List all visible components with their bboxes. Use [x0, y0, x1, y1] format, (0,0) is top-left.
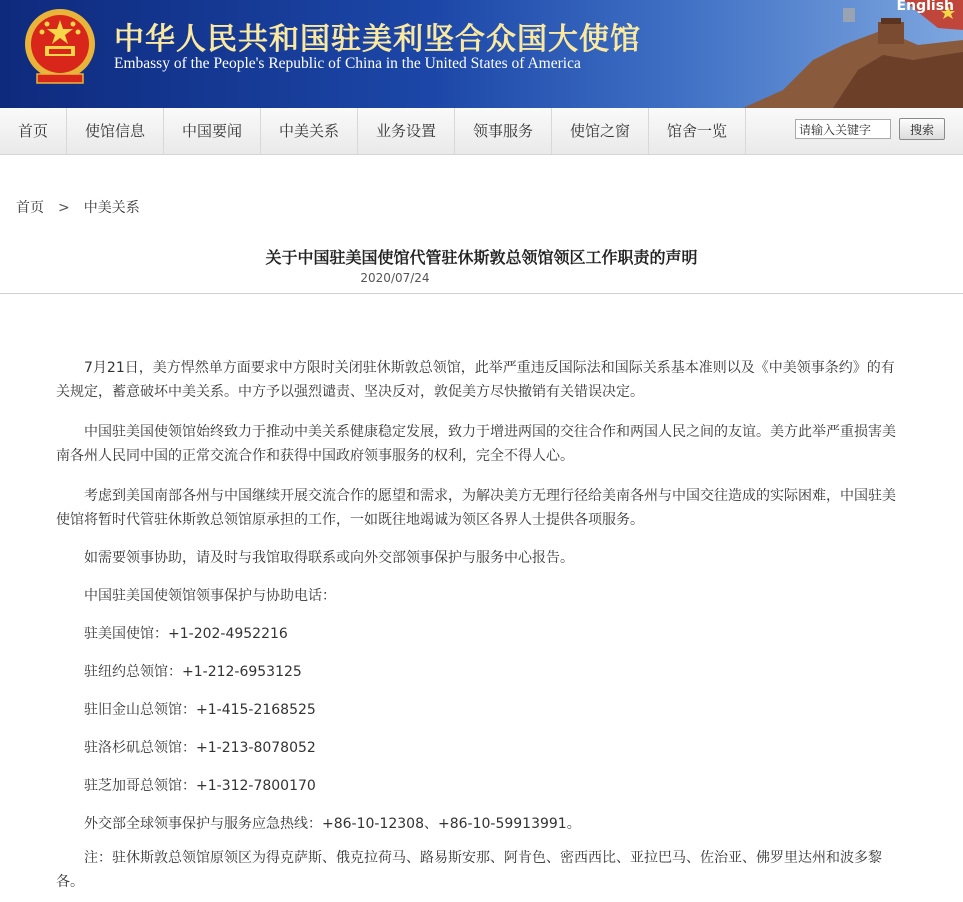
nav-item-china-news[interactable]: 中国要闻: [164, 108, 261, 154]
nav-item-premises[interactable]: 馆舍一览: [649, 108, 746, 154]
breadcrumb: [16, 197, 140, 217]
hotline-heading: 中国驻美国使领馆领事保护与协助电话：: [84, 588, 336, 604]
national-emblem-icon: [23, 6, 97, 86]
nav-item-business[interactable]: 业务设置: [358, 108, 455, 154]
breadcrumb-home[interactable]: 首页: [16, 200, 44, 216]
main-nav: [0, 108, 963, 155]
paragraph: 中国驻美国使领馆始终致力于推动中美关系健康稳定发展，致力于增进两国的交往合作和两国人民之间的友谊。美方此举严重损害美南各州人民同中国的正常交流合作和获得中国政府领事服务的权利，完全不得人心。: [56, 424, 896, 464]
header-banner: [0, 0, 963, 108]
phone-mfa-hotline: 外交部全球领事保护与服务应急热线：+86-10-12308、+86-10-59913991。: [84, 816, 581, 832]
nav-item-china-us-relations[interactable]: 中美关系: [261, 108, 358, 154]
nav-item-embassy-info[interactable]: 使馆信息: [67, 108, 164, 154]
search-button[interactable]: 搜索: [899, 118, 945, 140]
article-body: [56, 356, 908, 548]
paragraph: 7月21日，美方悍然单方面要求中方限时关闭驻休斯敦总领馆，此举严重违反国际法和国际关系基本准则以及《中美领事条约》的有关规定，蓄意破坏中美关系。中方予以强烈谴责、坚决反对，敦促美方尽快撤销有关错误决定。: [56, 360, 895, 400]
phone-san-francisco: 驻旧金山总领馆：+1-415-2168525: [84, 702, 316, 718]
nav-item-home[interactable]: 首页: [0, 108, 67, 154]
embassy-title-en: Embassy of the People's Republic of China in the United States of America: [114, 55, 581, 72]
breadcrumb-separator: >: [58, 200, 70, 216]
paragraph: 考虑到美国南部各州与中国继续开展交流合作的愿望和需求，为解决美方无理行径给美南各州与中国交往造成的实际困难，中国驻美使馆将暂时代管驻休斯敦总领馆原承担的工作，一如既往地竭诚为领区各界人士提供各项服务。: [56, 488, 896, 528]
phone-los-angeles: 驻洛杉矶总领馆：+1-213-8078052: [84, 740, 316, 756]
phone-chicago: 驻芝加哥总领馆：+1-312-7800170: [84, 778, 316, 794]
note-section: [56, 846, 908, 894]
great-wall-image: [743, 0, 963, 108]
phone-new-york: 驻纽约总领馆：+1-212-6953125: [84, 664, 302, 680]
article-date: 2020/07/24: [360, 271, 430, 285]
embassy-title-cn: 中华人民共和国驻美利坚合众国大使馆: [114, 22, 641, 57]
nav-item-embassy-window[interactable]: 使馆之窗: [552, 108, 649, 154]
nav-item-consular[interactable]: 领事服务: [455, 108, 552, 154]
divider: [0, 293, 963, 294]
note: 注：驻休斯敦总领馆原领区为得克萨斯、俄克拉荷马、路易斯安那、阿肯色、密西西比、亚拉巴马、佐治亚、佛罗里达州和波多黎各。: [56, 850, 882, 890]
breadcrumb-current[interactable]: 中美关系: [83, 200, 140, 216]
article-title: 关于中国驻美国使馆代管驻休斯敦总领馆领区工作职责的声明: [265, 248, 698, 267]
search-input[interactable]: [795, 119, 891, 139]
assist-line: 如需要领事协助，请及时与我馆取得联系或向外交部领事保护与服务中心报告。: [84, 550, 574, 566]
english-link[interactable]: English: [896, 0, 954, 14]
phone-embassy: 驻美国使馆：+1-202-4952216: [84, 626, 288, 642]
